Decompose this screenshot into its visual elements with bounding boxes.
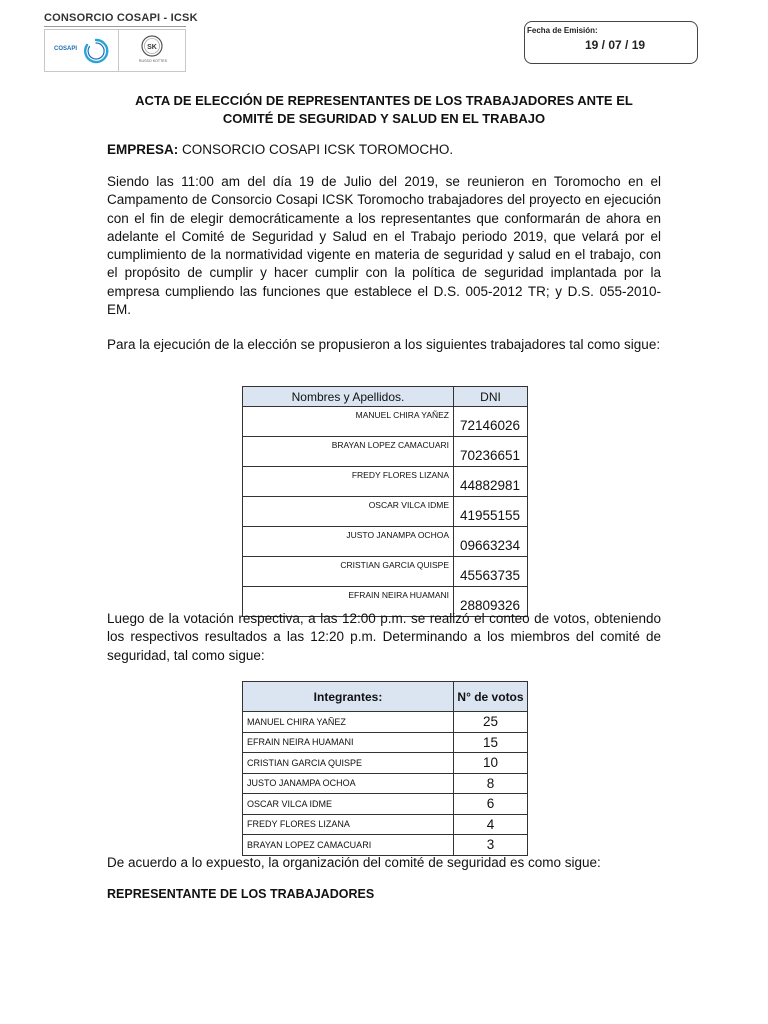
- member-votes: 4: [454, 814, 528, 835]
- column-header-votes: N° de votos: [454, 682, 528, 712]
- paragraph-meeting: Siendo las 11:00 am del día 19 de Julio del 2019, se reunieron en Toromocho en el Campamento de Consorcio Cosapi ICSK Toromocho trabajadores del proyecto en ejecución con el fin de elegir democráticamente a los representantes que conformarán de ahora en adelante el Comité de Seguridad y Salud en el Trabajo periodo 2019, que velará por el cumplimiento de la normatividad vigente en materia de seguridad y salud en el trabajo, con el propósito de cumplir y hacer cumplir con la política de seguridad implantada por la empresa cumpliendo las funciones que establece el D.S. 005-2012 TR; y D.S. 055-2010-EM.: [107, 174, 661, 318]
- icsk-logo: [119, 30, 185, 71]
- table-row: [243, 732, 528, 753]
- issue-date-value: 19 / 07 / 19: [585, 38, 646, 52]
- member-votes: 25: [454, 712, 528, 733]
- member-votes: 10: [454, 753, 528, 774]
- table-row: [243, 814, 528, 835]
- table-row: [243, 753, 528, 774]
- member-votes: 15: [454, 732, 528, 753]
- candidate-name: OSCAR VILCA IDME: [243, 497, 454, 527]
- member-name: EFRAIN NEIRA HUAMANI: [243, 732, 454, 753]
- icsk-seal-icon: [141, 35, 163, 57]
- table-row: [243, 407, 528, 437]
- table-row: [243, 437, 528, 467]
- table-row: [243, 497, 528, 527]
- candidates-table-header: [243, 387, 528, 407]
- member-name: BRAYAN LOPEZ CAMACUARI: [243, 835, 454, 856]
- company-value: CONSORCIO COSAPI ICSK TOROMOCHO.: [182, 142, 454, 157]
- member-votes: 8: [454, 773, 528, 794]
- column-header-name: Nombres y Apellidos.: [243, 387, 454, 407]
- logo-box: [44, 29, 186, 72]
- member-name: JUSTO JANAMPA OCHOA: [243, 773, 454, 794]
- votes-table: [242, 681, 528, 856]
- table-row: [243, 557, 528, 587]
- candidate-dni: 09663234: [454, 527, 528, 557]
- candidate-name: BRAYAN LOPEZ CAMACUARI: [243, 437, 454, 467]
- candidate-dni: 45563735: [454, 557, 528, 587]
- section-heading-representatives: REPRESENTANTE DE LOS TRABAJADORES: [107, 887, 375, 901]
- candidate-dni: 41955155: [454, 497, 528, 527]
- candidate-name: JUSTO JANAMPA OCHOA: [243, 527, 454, 557]
- candidate-dni: 44882981: [454, 467, 528, 497]
- cosapi-ring-icon: [83, 38, 109, 64]
- icsk-logo-subtext: RUSSO KOTTES: [138, 59, 168, 63]
- member-name: CRISTIAN GARCIA QUISPE: [243, 753, 454, 774]
- candidates-table: [242, 386, 528, 617]
- candidate-name: MANUEL CHIRA YAÑEZ: [243, 407, 454, 437]
- table-row: [243, 527, 528, 557]
- issue-date-box: [524, 21, 698, 64]
- document-title-line-1: ACTA DE ELECCIÓN DE REPRESENTANTES DE LOS TRABAJADORES ANTE EL: [135, 93, 633, 108]
- paragraph-organization: De acuerdo a lo expuesto, la organización del comité de seguridad es como sigue:: [107, 855, 601, 870]
- member-name: FREDY FLORES LIZANA: [243, 814, 454, 835]
- member-name: MANUEL CHIRA YAÑEZ: [243, 712, 454, 733]
- icsk-seal-text: SK: [147, 44, 157, 51]
- paragraph-vote-count: Luego de la votación respectiva, a las 12:00 p.m. se realizó el conteo de votos, obteniendo los respectivos resultados a las 12:20 p.m. Determinando a los miembros del comité de seguridad, tal como sigue:: [107, 611, 661, 663]
- column-header-members: Integrantes:: [243, 682, 454, 712]
- cosapi-logo-text: COSAPI: [54, 46, 78, 52]
- candidate-dni: 72146026: [454, 407, 528, 437]
- candidate-name: CRISTIAN GARCIA QUISPE: [243, 557, 454, 587]
- member-votes: 6: [454, 794, 528, 815]
- member-name: OSCAR VILCA IDME: [243, 794, 454, 815]
- document-title: [100, 92, 668, 128]
- table-row: [243, 835, 528, 856]
- candidate-dni: 28809326: [454, 587, 528, 617]
- table-row: [243, 794, 528, 815]
- table-row: [243, 467, 528, 497]
- company-header: CONSORCIO COSAPI - ICSK: [44, 12, 198, 24]
- issue-date-label: Fecha de Emisión:: [527, 26, 598, 35]
- cosapi-logo: [45, 30, 119, 71]
- company-line: [107, 142, 453, 157]
- table-row: [243, 773, 528, 794]
- votes-table-header: [243, 682, 528, 712]
- header-divider: [44, 26, 186, 27]
- table-row: [243, 712, 528, 733]
- paragraph-candidates-intro: Para la ejecución de la elección se propusieron a los siguientes trabajadores tal como sigue:: [107, 337, 661, 352]
- candidate-name: EFRAIN NEIRA HUAMANI: [243, 587, 454, 617]
- candidate-name: FREDY FLORES LIZANA: [243, 467, 454, 497]
- column-header-dni: DNI: [454, 387, 528, 407]
- document-title-line-2: COMITÉ DE SEGURIDAD Y SALUD EN EL TRABAJO: [222, 111, 546, 126]
- company-label: EMPRESA:: [107, 142, 179, 157]
- member-votes: 3: [454, 835, 528, 856]
- candidate-dni: 70236651: [454, 437, 528, 467]
